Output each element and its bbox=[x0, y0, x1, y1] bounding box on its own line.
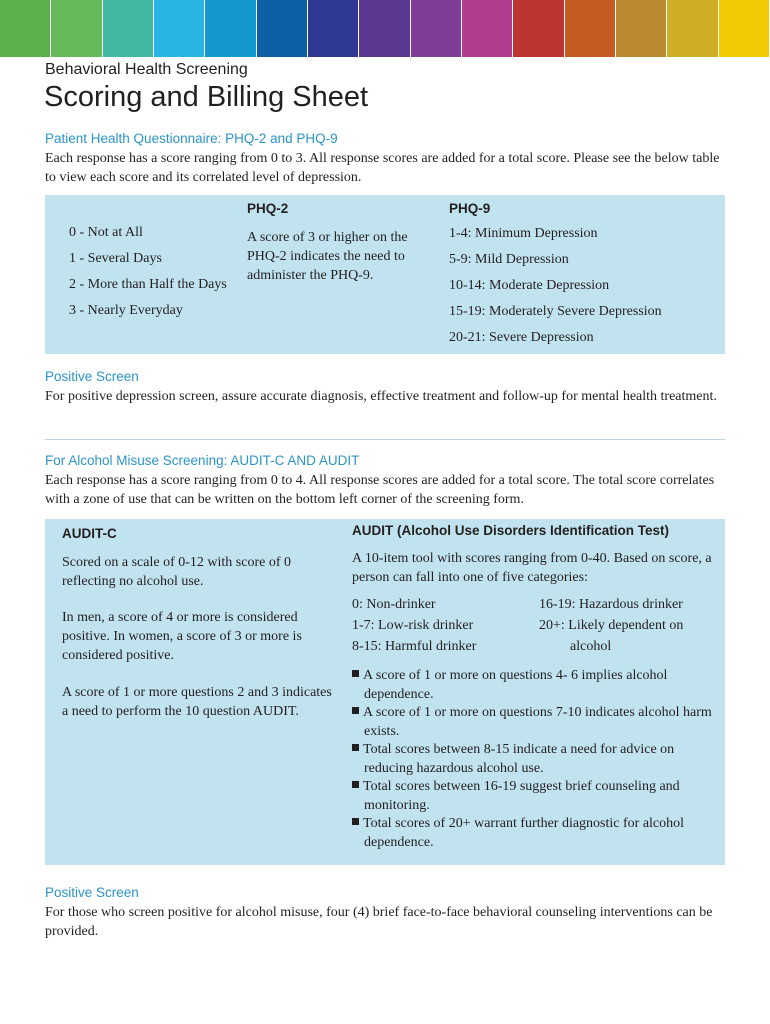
bullet-square-icon bbox=[352, 744, 359, 751]
response-item: 3 - Nearly Everyday bbox=[69, 303, 183, 318]
bullet-item: A score of 1 or more on questions 4- 6 implies alcohol dependence. bbox=[352, 667, 712, 704]
bullet-square-icon bbox=[352, 670, 359, 677]
color-swatch bbox=[257, 0, 308, 57]
color-swatch bbox=[719, 0, 770, 57]
bullet-item: Total scores between 8-15 indicate a need for advice on reducing hazardous alcohol use. bbox=[352, 741, 712, 778]
color-swatch bbox=[0, 0, 51, 57]
phq-intro: Each response has a score ranging from 0 to 3. All response scores are added for a total score. Please see the below table to view each score and its correlated level of depression. bbox=[45, 151, 720, 185]
positive-screen-text-2: For those who screen positive for alcohol misuse, four (4) brief face-to-face behavioral counseling interventions can be provided. bbox=[45, 905, 713, 939]
color-swatch bbox=[103, 0, 154, 57]
color-swatch bbox=[462, 0, 513, 57]
positive-screen-text: For positive depression screen, assure accurate diagnosis, effective treatment and follow-up for mental health treatment. bbox=[45, 389, 717, 404]
color-swatch bbox=[359, 0, 410, 57]
phq9-level: 1-4: Minimum Depression bbox=[449, 226, 598, 241]
auditc-followup-text: A score of 1 or more questions 2 and 3 indicates a need to perform the 10 question AUDIT. bbox=[62, 685, 332, 719]
audit-category: 16-19: Hazardous drinker bbox=[539, 597, 683, 612]
bullet-item: Total scores between 16-19 suggest brief counseling and monitoring. bbox=[352, 778, 712, 815]
response-item: 0 - Not at All bbox=[69, 225, 143, 240]
phq9-level: 10-14: Moderate Depression bbox=[449, 278, 610, 293]
phq9-level: 20-21: Severe Depression bbox=[449, 330, 594, 345]
phq-table bbox=[45, 195, 725, 354]
bullet-item: Total scores of 20+ warrant further diagnostic for alcohol dependence. bbox=[352, 815, 712, 852]
positive-screen-heading: Positive Screen bbox=[45, 369, 139, 384]
phq9-level: 15-19: Moderately Severe Depression bbox=[449, 304, 662, 319]
phq9-level: 5-9: Mild Depression bbox=[449, 252, 569, 267]
alcohol-heading: For Alcohol Misuse Screening: AUDIT-C AND AUDIT bbox=[45, 453, 360, 468]
bullet-square-icon bbox=[352, 781, 359, 788]
phq2-column-header: PHQ-2 bbox=[247, 201, 289, 216]
section-divider bbox=[45, 439, 725, 440]
bullet-item: A score of 1 or more on questions 7-10 indicates alcohol harm exists. bbox=[352, 704, 712, 741]
phq9-column-header: PHQ-9 bbox=[449, 201, 491, 216]
audit-category-continued: alcohol bbox=[570, 639, 612, 654]
phq-heading: Patient Health Questionnaire: PHQ-2 and PHQ-9 bbox=[45, 131, 338, 146]
color-swatch bbox=[51, 0, 102, 57]
color-swatch bbox=[411, 0, 462, 57]
document-title: Scoring and Billing Sheet bbox=[44, 81, 369, 113]
color-swatch bbox=[513, 0, 564, 57]
audit-intro: A 10-item tool with scores ranging from 0-40. Based on score, a person can fall into one of five categories: bbox=[352, 551, 712, 585]
bullet-square-icon bbox=[352, 707, 359, 714]
response-item: 1 - Several Days bbox=[69, 251, 162, 266]
color-swatch bbox=[616, 0, 667, 57]
color-swatch bbox=[565, 0, 616, 57]
color-swatch bbox=[308, 0, 359, 57]
audit-category: 8-15: Harmful drinker bbox=[352, 639, 477, 654]
document-subtitle: Behavioral Health Screening bbox=[45, 61, 248, 78]
color-swatch bbox=[154, 0, 205, 57]
audit-category: 1-7: Low-risk drinker bbox=[352, 618, 474, 633]
bullet-square-icon bbox=[352, 818, 359, 825]
positive-screen-heading-2: Positive Screen bbox=[45, 885, 139, 900]
auditc-heading: AUDIT-C bbox=[62, 526, 117, 541]
auditc-positive-text: In men, a score of 4 or more is considered positive. In women, a score of 3 or more is considered positive. bbox=[62, 610, 302, 663]
audit-category: 0: Non-drinker bbox=[352, 597, 436, 612]
color-strip bbox=[0, 0, 770, 57]
color-swatch bbox=[667, 0, 718, 57]
audit-heading: AUDIT (Alcohol Use Disorders Identification Test) bbox=[352, 523, 670, 538]
audit-category: 20+: Likely dependent on bbox=[539, 618, 684, 633]
color-swatch bbox=[205, 0, 256, 57]
response-item: 2 - More than Half the Days bbox=[69, 277, 227, 292]
auditc-scale-text: Scored on a scale of 0-12 with score of 0 reflecting no alcohol use. bbox=[62, 555, 291, 589]
audit-bullet-list bbox=[352, 667, 712, 852]
phq2-note: A score of 3 or higher on the PHQ-2 indicates the need to administer the PHQ-9. bbox=[247, 230, 408, 283]
alcohol-intro: Each response has a score ranging from 0 to 4. All response scores are added for a total score. The total score correlates with a zone of use that can be written on the bottom left corner of the screening form. bbox=[45, 473, 715, 507]
